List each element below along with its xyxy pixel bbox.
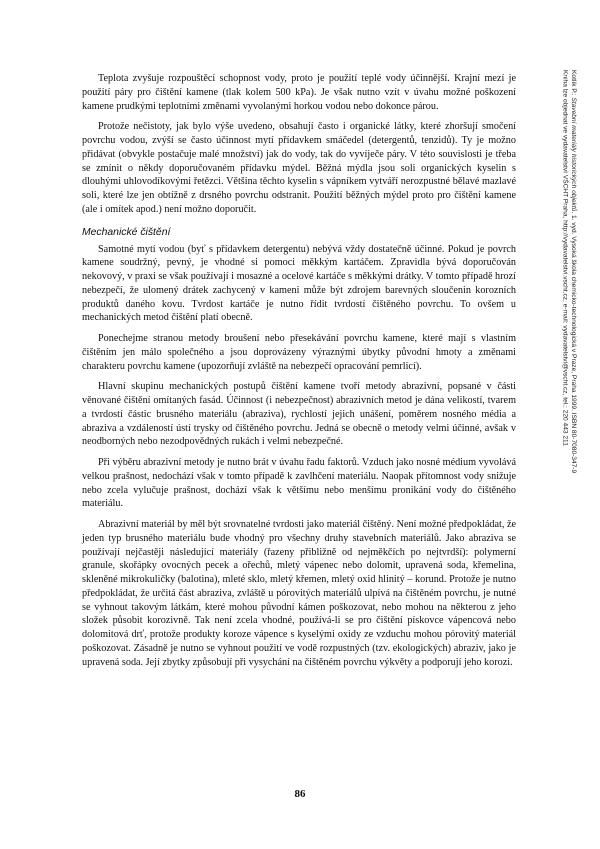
section-heading: Mechanické čištění: [82, 226, 171, 238]
body-text: [82, 72, 516, 676]
paragraph: Při výběru abrazivní metody je nutno brát v úvahu řadu faktorů. Vzduch jako nosné médium vyvolává velkou prašnost, nedochází však v tomto případě k zavlhčení materiálu. Naopak přítomnost vody snižuje nebo zcela vylučuje prašnost, dochází však k většímu nebo menšímu pronikání vody do čištěného materiálu.: [82, 457, 516, 510]
paragraph: Protože nečistoty, jak bylo výše uvedeno, obsahují často i organické látky, které zhoršují smočení povrchu vodou, zvýší se často účinnost mytí přídavkem smáčedel (detergentů, tenzidů). Ty je možno přidávat (obvykle postačuje malé množství) jak do vody, tak do vyvíječe páry. V této souvislosti je třeba se zmínit o někdy doporučovaném přídavku mýdel. Běžná mýdla jsou soli organických kyselin s dlouhými uhlovodíkovými řetězci. Většina těchto kyselin s vápníkem vytváří nerozpustné bělavé mazlavé soli, které lze jen obtížně z drsného povrchu odstranit. Použití běžných mýdel proto pro čištění kamene (ale i omítek apod.) není možno doporučit.: [82, 121, 516, 215]
citation-author: Kotlík P.:: [570, 70, 578, 98]
paragraph: Samotné mytí vodou (byť s přídavkem detergentu) nebývá vždy dostatečně účinné. Pokud je povrch kamene soudržný, pevný, je vhodné si pomoci měkkým kartáčem. Zpravidla bývá doporučován nekovový, v praxi se však používají i mosazné a ocelové kartáče s měkkými drátky. V tomto případě hrozí nebezpečí, že ulomený drátek zachycený v kameni může být zdrojem barevných sloučenin korozních produktů daného kovu. Tvrdost kartáče je nutno řídit tvrdostí čištěného povrchu. To ovšem u mechanických metod čištění platí obecně.: [82, 243, 516, 324]
paragraph: Abrazivní materiál by měl být srovnatelné tvrdosti jako materiál čištěný. Není možné předpokládat, že jeden typ brusného materiálu bude vhodný pro všechny druhy stavebních materiálů. Jako abraziva se používají nejčastěji následující materiály (řazeny přibližně od nejměkčích po nejtvrdší): polymerní granule, skořápky ovocných pecek a ořechů, mletý vápenec nebo dolomit, upravená soda, křemelina, skleněné mikrokuličky (balotina), mleté sklo, mletý křemen, mletý oxid hlinitý – korund. Protože je nutno předpokládat, že určitá část abraziva, zvláště u pórovitých materiálů ulpívá na čištěném povrchu, je nutné se vyhnout takovým látkám, které mohou původní kámen poškozovat, nebo mohou na některou z jeho složek působit korozivně. Tak není zcela vhodné, používá-li se pro čištění pískovce vápencová nebo dolomitová drť, protože produkty koroze vápence s kyselými oxidy ze vzduchu mohou pórovitý materiál poškozovat. Zásadně je nutno se vyhnout použití ve vodě rozpustných (tzv. ekologických) abraziv, jako je upravená soda. Její zbytky způsobují při vysychání na čištěném povrchu výkvěty a podporují jeho korozi.: [82, 519, 516, 668]
order-info-line: Kniha lze objednat ve vydavatelství VŠCHT Praha, http://vydavatelstvi.vscht.cz, e-mail: vydavatelstvi@vscht.cz, tel.: 220 443 211: [561, 70, 569, 446]
page-number: 86: [294, 788, 306, 800]
citation-line: [569, 70, 578, 473]
paragraph: Teplota zvyšuje rozpouštěcí schopnost vody, proto je použití teplé vody účinnější. Krajní mezí je použití páry pro čištění kamene (tlak kolem 500 kPa). Je však nutno vzít v úvahu možné poškození kamene prudkými teplotními změnami vyvolanými horkou vodou nebo dokonce párou.: [82, 73, 516, 112]
paragraph: Hlavní skupinu mechanických postupů čištění kamene tvoří metody abrazivní, popsané v části věnované čištění omítaných fasád. Účinnost (i nebezpečnost) abrazivních metod je dána velikostí, tvarem a tvrdostí částic brusného materiálu (abraziva), rychlostí jejich unášení, poměrem nosného média a abraziva a vzdáleností ústí trysky od čištěného povrchu. Jedná se obecně o metody velmi účinné, avšak v neodborných nebo nezodpovědných rukách i velmi nebezpečné.: [82, 381, 516, 448]
paragraph: Ponechejme stranou metody broušení nebo přesekávání povrchu kamene, které mají s vlastním čištěním jen málo společného a jsou doprovázeny výraznými úbytky původní hmoty a změnami charakteru povrchu kamene (upozorňují zvláště na nebezpečí opracování pemrlicí).: [82, 333, 516, 372]
side-citation-note: [560, 70, 577, 473]
citation-details: . 1. vyd. Vysoká škola chemicko-technologická v Praze, Praha 1999. ISBN 80-7080-347-9: [570, 211, 578, 474]
citation-title: Stavební materiály historických objektů: [570, 97, 578, 212]
